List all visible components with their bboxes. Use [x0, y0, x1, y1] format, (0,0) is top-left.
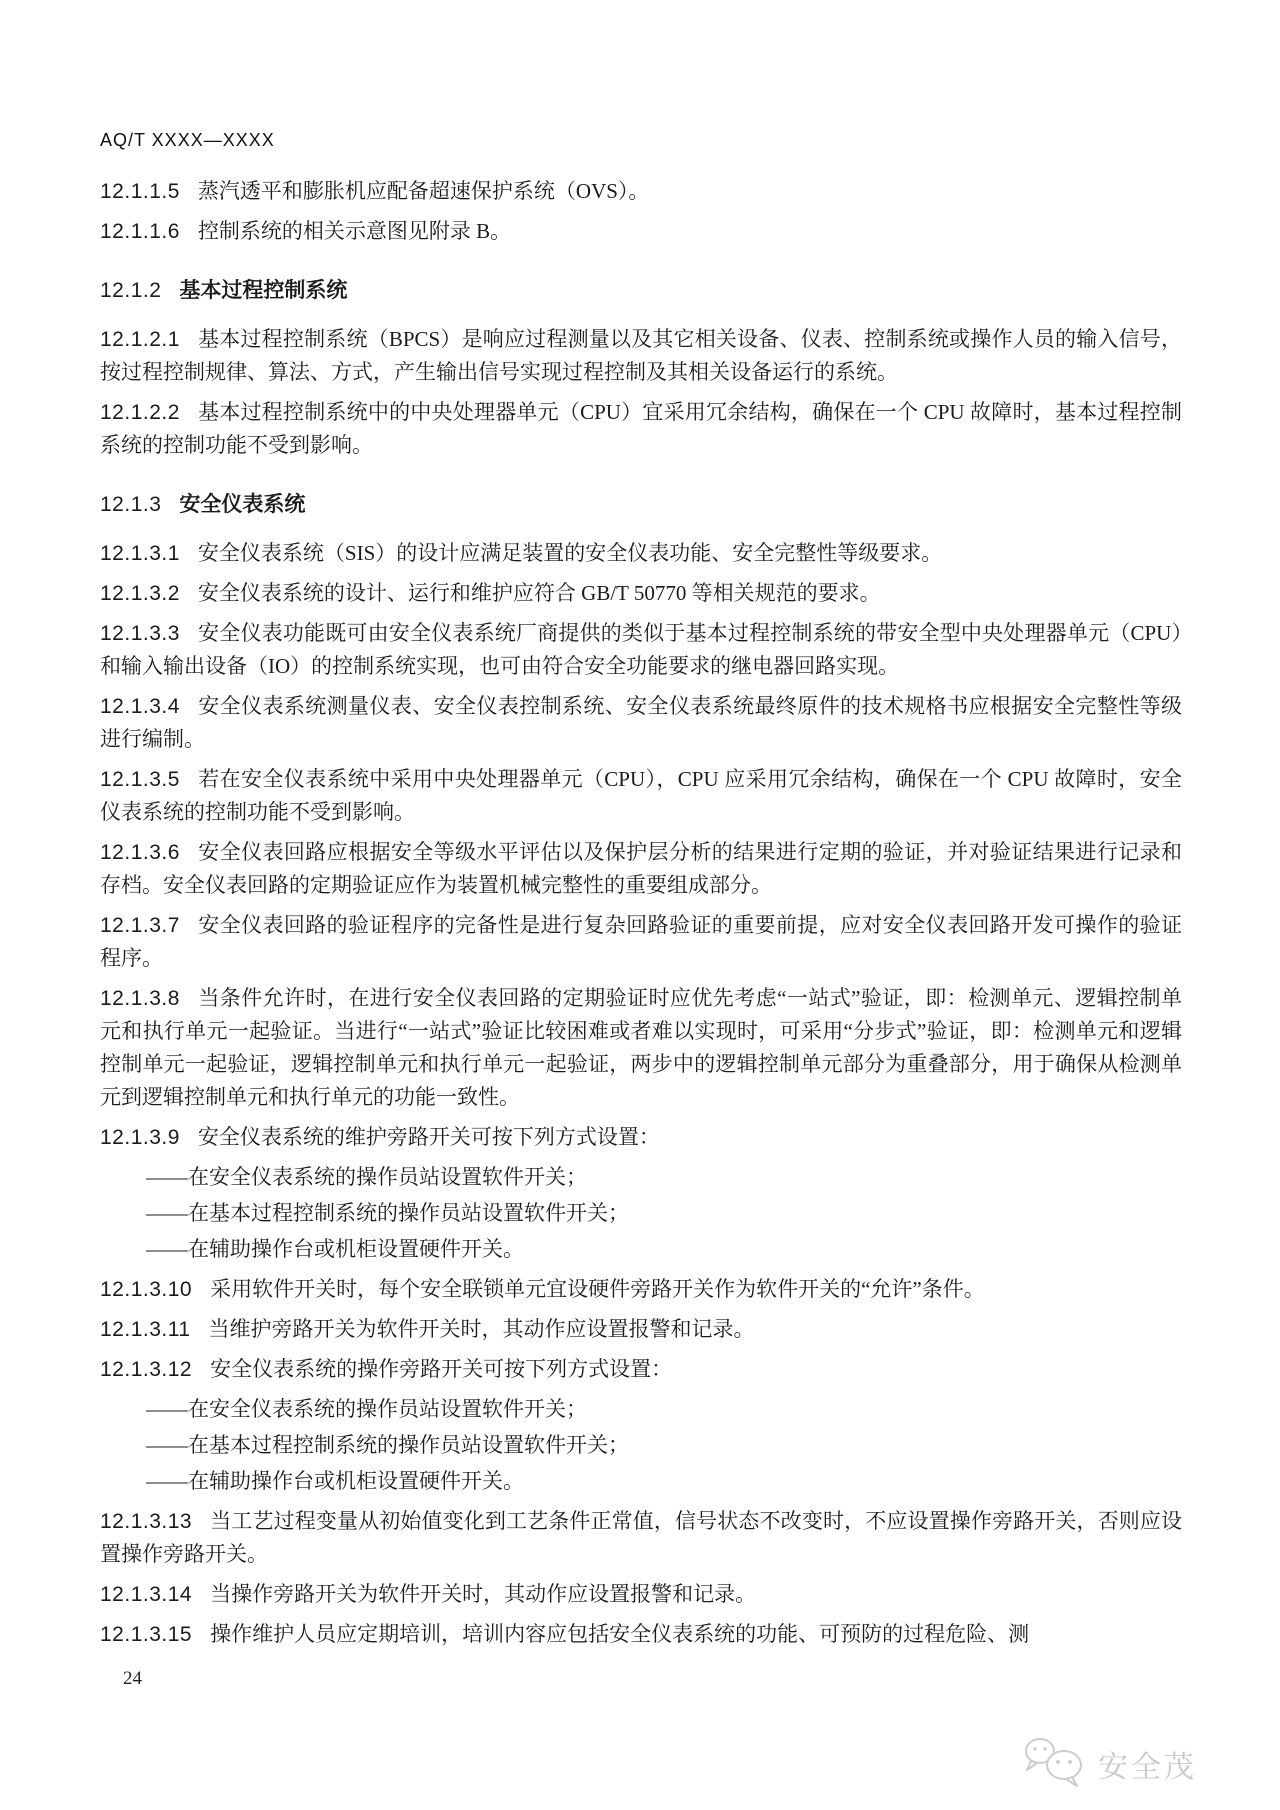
clause-number: 12.1.3.9 [100, 1126, 180, 1149]
clause-text: 操作维护人员应定期培训，培训内容应包括安全仪表系统的功能、可预防的过程危险、测 [210, 1622, 1030, 1646]
clause-text: 控制系统的相关示意图见附录 B。 [197, 219, 512, 243]
clause-paragraph [100, 1578, 1182, 1611]
list-item [146, 1233, 1182, 1266]
list-item [146, 1465, 1182, 1498]
clause-paragraph [100, 1121, 1182, 1154]
list-item [146, 1197, 1182, 1230]
clause-paragraph [100, 1618, 1182, 1651]
clause-number: 12.1.3.5 [100, 768, 180, 791]
clause-number: 12.1.3.4 [100, 695, 180, 718]
clause-text: 若在安全仪表系统中采用中央处理器单元（CPU），CPU 应采用冗余结构，确保在一个 CPU 故障时，安全仪表系统的控制功能不受到影响。 [100, 767, 1182, 824]
clause-paragraph [100, 617, 1182, 683]
clause-paragraph [100, 909, 1182, 975]
clause-paragraph [100, 1273, 1182, 1306]
clause-number: 12.1.3.12 [100, 1358, 193, 1381]
clause-number: 12.1.3.15 [100, 1623, 193, 1646]
clause-paragraph [100, 215, 1182, 248]
clause-number: 12.1.3.6 [100, 841, 180, 864]
clause-paragraph [100, 763, 1182, 829]
clause-number: 12.1.3.13 [100, 1510, 193, 1533]
clause-text: 安全仪表回路应根据安全等级水平评估以及保护层分析的结果进行定期的验证，并对验证结果进行记录和存档。安全仪表回路的定期验证应作为装置机械完整性的重要组成部分。 [100, 840, 1182, 897]
clause-paragraph [100, 1505, 1182, 1571]
section-heading [100, 274, 1182, 307]
clause-text: 安全仪表回路的验证程序的完备性是进行复杂回路验证的重要前提，应对安全仪表回路开发可操作的验证程序。 [100, 913, 1182, 970]
clause-number: 12.1.3.8 [100, 987, 180, 1010]
section-title: 安全仪表系统 [179, 492, 306, 516]
section-title: 基本过程控制系统 [179, 278, 348, 302]
clause-text: ——在安全仪表系统的操作员站设置软件开关； [146, 1165, 587, 1189]
document-header: AQ/T XXXX—XXXX [100, 130, 275, 150]
clause-paragraph [100, 836, 1182, 902]
chat-bubbles-icon [1018, 1732, 1092, 1795]
clause-text: 安全仪表系统（SIS）的设计应满足装置的安全仪表功能、安全完整性等级要求。 [197, 541, 943, 565]
clause-paragraph [100, 537, 1182, 570]
list-item [146, 1429, 1182, 1462]
clause-number: 12.1.3.3 [100, 622, 180, 645]
clause-text: 当维护旁路开关为软件开关时，其动作应设置报警和记录。 [208, 1317, 755, 1341]
clause-text: 安全仪表系统的操作旁路开关可按下列方式设置： [210, 1357, 673, 1381]
clause-text: ——在辅助操作台或机柜设置硬件开关。 [146, 1469, 524, 1493]
clause-text: ——在基本过程控制系统的操作员站设置软件开关； [146, 1201, 629, 1225]
clause-number: 12.1.3 [100, 493, 162, 516]
clause-paragraph [100, 1313, 1182, 1346]
clause-text: 安全仪表系统的设计、运行和维护应符合 GB/T 50770 等相关规范的要求。 [197, 581, 881, 605]
clause-paragraph [100, 323, 1182, 389]
clause-paragraph [100, 396, 1182, 462]
document-body [100, 175, 1182, 1651]
clause-text: ——在辅助操作台或机柜设置硬件开关。 [146, 1237, 524, 1261]
clause-text: 安全仪表系统测量仪表、安全仪表控制系统、安全仪表系统最终原件的技术规格书应根据安全完整性等级进行编制。 [100, 694, 1182, 751]
clause-text: 安全仪表系统的维护旁路开关可按下列方式设置： [197, 1125, 660, 1149]
clause-number: 12.1.3.1 [100, 542, 180, 565]
clause-text: 当操作旁路开关为软件开关时，其动作应设置报警和记录。 [210, 1582, 757, 1606]
clause-paragraph [100, 982, 1182, 1114]
clause-paragraph [100, 577, 1182, 610]
clause-text: 采用软件开关时，每个安全联锁单元宜设硬件旁路开关作为软件开关的“允许”条件。 [210, 1277, 985, 1301]
clause-number: 12.1.2 [100, 279, 162, 302]
clause-number: 12.1.3.14 [100, 1583, 193, 1606]
clause-number: 12.1.3.10 [100, 1278, 193, 1301]
clause-text: 蒸汽透平和膨胀机应配备超速保护系统（OVS）。 [197, 179, 650, 203]
list-item [146, 1161, 1182, 1194]
list-item [146, 1393, 1182, 1426]
clause-text: ——在基本过程控制系统的操作员站设置软件开关； [146, 1433, 629, 1457]
clause-text: 当工艺过程变量从初始值变化到工艺条件正常值，信号状态不改变时，不应设置操作旁路开关，否则应设置操作旁路开关。 [100, 1509, 1182, 1566]
clause-text: 基本过程控制系统中的中央处理器单元（CPU）宜采用冗余结构，确保在一个 CPU 故障时，基本过程控制系统的控制功能不受到影响。 [100, 400, 1182, 457]
clause-text: ——在安全仪表系统的操作员站设置软件开关； [146, 1397, 587, 1421]
clause-number: 12.1.3.7 [100, 914, 180, 937]
clause-paragraph [100, 690, 1182, 756]
clause-paragraph [100, 175, 1182, 208]
clause-text: 安全仪表功能既可由安全仪表系统厂商提供的类似于基本过程控制系统的带安全型中央处理器单元（CPU）和输入输出设备（IO）的控制系统实现，也可由符合安全功能要求的继电器回路实现。 [100, 621, 1182, 678]
clause-text: 当条件允许时，在进行安全仪表回路的定期验证时应优先考虑“一站式”验证，即：检测单元、逻辑控制单元和执行单元一起验证。当进行“一站式”验证比较困难或者难以实现时，可采用“分步式”验证，即：检测单元和逻辑控制单元一起验证，逻辑控制单元和执行单元一起验证，两步中的逻辑控制单元部分为重叠部分，用于确保从检测单元到逻辑控制单元和执行单元的功能一致性。 [100, 986, 1182, 1109]
clause-number: 12.1.3.11 [100, 1318, 191, 1341]
clause-text: 基本过程控制系统（BPCS）是响应过程测量以及其它相关设备、仪表、控制系统或操作人员的输入信号，按过程控制规律、算法、方式，产生输出信号实现过程控制及其相关设备运行的系统。 [100, 327, 1182, 384]
watermark [1018, 1732, 1197, 1795]
watermark-label: 安全茂 [1098, 1750, 1197, 1784]
clause-paragraph [100, 1353, 1182, 1386]
clause-number: 12.1.1.6 [100, 220, 180, 243]
clause-number: 12.1.1.5 [100, 180, 180, 203]
page-number: 24 [123, 1668, 142, 1689]
section-heading [100, 488, 1182, 521]
clause-number: 12.1.2.2 [100, 401, 180, 424]
clause-number: 12.1.2.1 [100, 328, 180, 351]
clause-number: 12.1.3.2 [100, 582, 180, 605]
